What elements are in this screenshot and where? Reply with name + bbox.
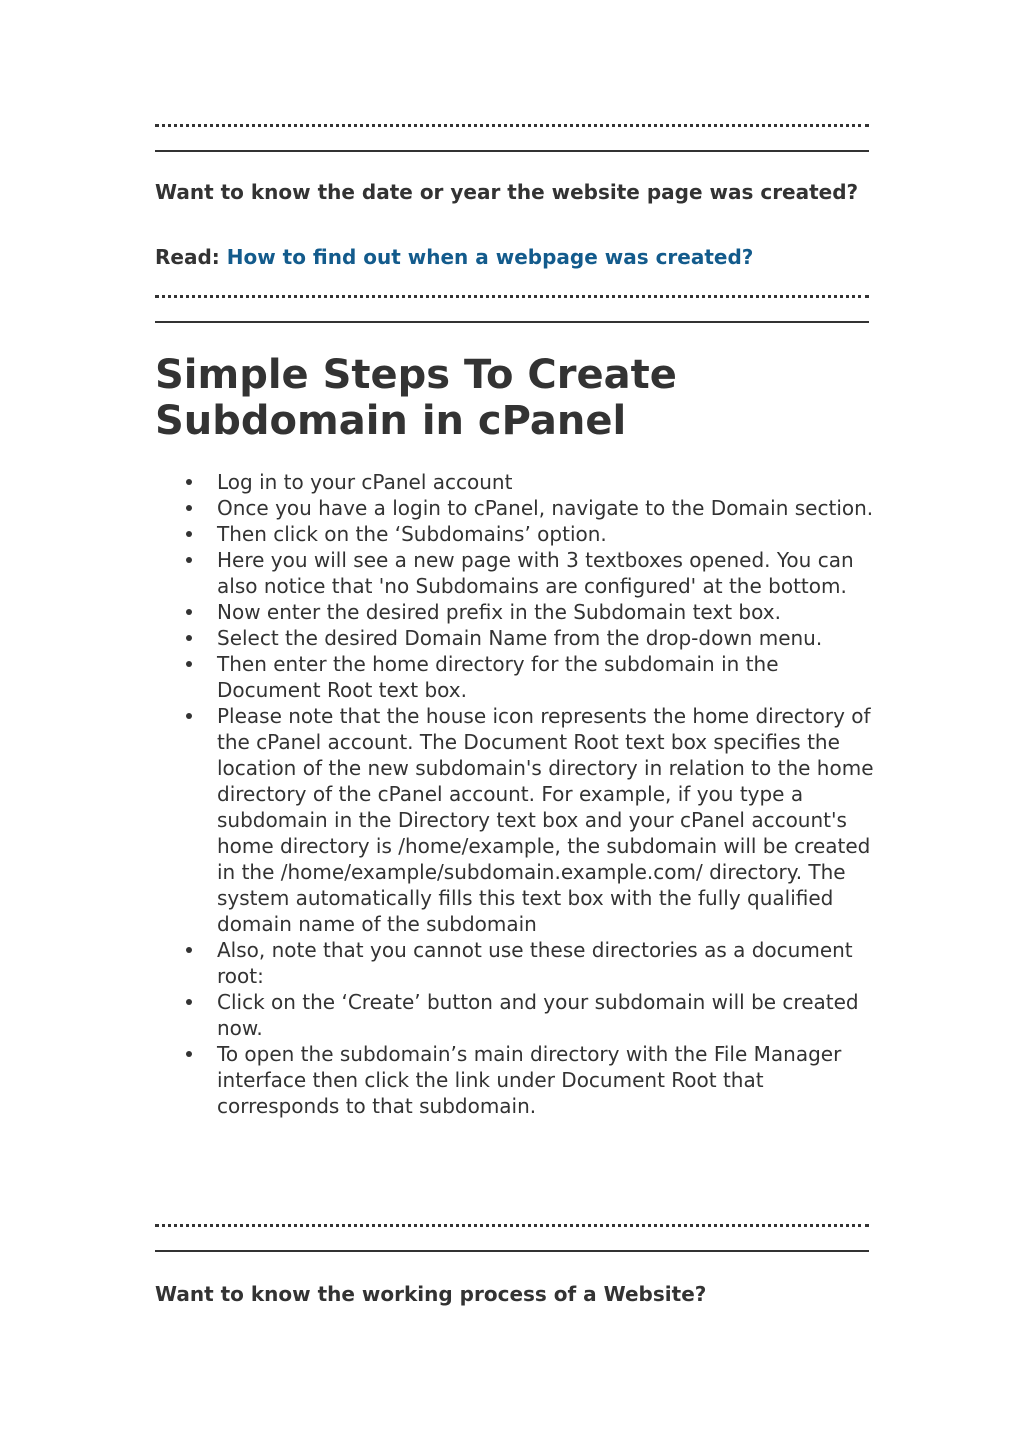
- dotted-divider-1: [155, 124, 869, 127]
- bullet-icon: [186, 1051, 192, 1057]
- bullet-icon: [186, 609, 192, 615]
- step-item-11: [155, 1041, 875, 1119]
- step-item-9: [155, 937, 875, 989]
- bullet-icon: [186, 947, 192, 953]
- dotted-divider-2: [155, 295, 869, 298]
- solid-divider-1: [155, 150, 869, 152]
- step-item-5: [155, 599, 875, 625]
- solid-divider-2: [155, 321, 869, 323]
- step-text-8: Please note that the house icon represents the home directory of the cPanel account. The Document Root text box specifies the location of the new subdomain's directory in relation to the home directory of the cPanel account. For example, if you type a subdomain in the Directory text box and your cPanel account's home directory is /home/example, the subdomain will be created in the /home/example/subdomain.example.com/ directory. The system automatically fills this text box with the fully qualified domain name of the subdomain: [217, 704, 874, 936]
- step-text-11: To open the subdomain’s main directory with the File Manager interface then click the link under Document Root that corresponds to that subdomain.: [217, 1042, 842, 1118]
- step-text-4: Here you will see a new page with 3 textboxes opened. You can also notice that 'no Subdomains are configured' at the bottom.: [217, 548, 854, 598]
- step-text-3: Then click on the ‘Subdomains’ option.: [217, 522, 607, 546]
- step-text-7: Then enter the home directory for the subdomain in the Document Root text box.: [217, 652, 779, 702]
- bullet-icon: [186, 479, 192, 485]
- bullet-icon: [186, 557, 192, 563]
- step-item-1: [155, 469, 875, 495]
- step-text-2: Once you have a login to cPanel, navigate to the Domain section.: [217, 496, 874, 520]
- bullet-icon: [186, 635, 192, 641]
- steps-list: [155, 469, 875, 1119]
- step-item-2: [155, 495, 875, 521]
- bullet-icon: [186, 531, 192, 537]
- step-item-7: [155, 651, 875, 703]
- step-text-10: Click on the ‘Create’ button and your subdomain will be created now.: [217, 990, 859, 1040]
- date-question: Want to know the date or year the website page was created?: [155, 180, 859, 204]
- dotted-divider-3: [155, 1224, 869, 1227]
- bullet-icon: [186, 713, 192, 719]
- step-text-1: Log in to your cPanel account: [217, 470, 513, 494]
- step-item-4: [155, 547, 875, 599]
- step-text-9: Also, note that you cannot use these directories as a document root:: [217, 938, 853, 988]
- webpage-created-link[interactable]: How to find out when a webpage was created?: [226, 245, 754, 269]
- bullet-icon: [186, 505, 192, 511]
- step-item-6: [155, 625, 875, 651]
- bullet-icon: [186, 999, 192, 1005]
- solid-divider-3: [155, 1250, 869, 1252]
- read-label: Read:: [155, 245, 220, 269]
- read-line: [155, 244, 869, 270]
- page-title: Simple Steps To Create Subdomain in cPanel: [155, 352, 677, 444]
- step-item-10: [155, 989, 875, 1041]
- website-process-question: Want to know the working process of a Website?: [155, 1282, 707, 1306]
- step-item-8: [155, 703, 875, 937]
- step-text-5: Now enter the desired prefix in the Subdomain text box.: [217, 600, 781, 624]
- step-text-6: Select the desired Domain Name from the drop-down menu.: [217, 626, 823, 650]
- bullet-icon: [186, 661, 192, 667]
- step-item-3: [155, 521, 875, 547]
